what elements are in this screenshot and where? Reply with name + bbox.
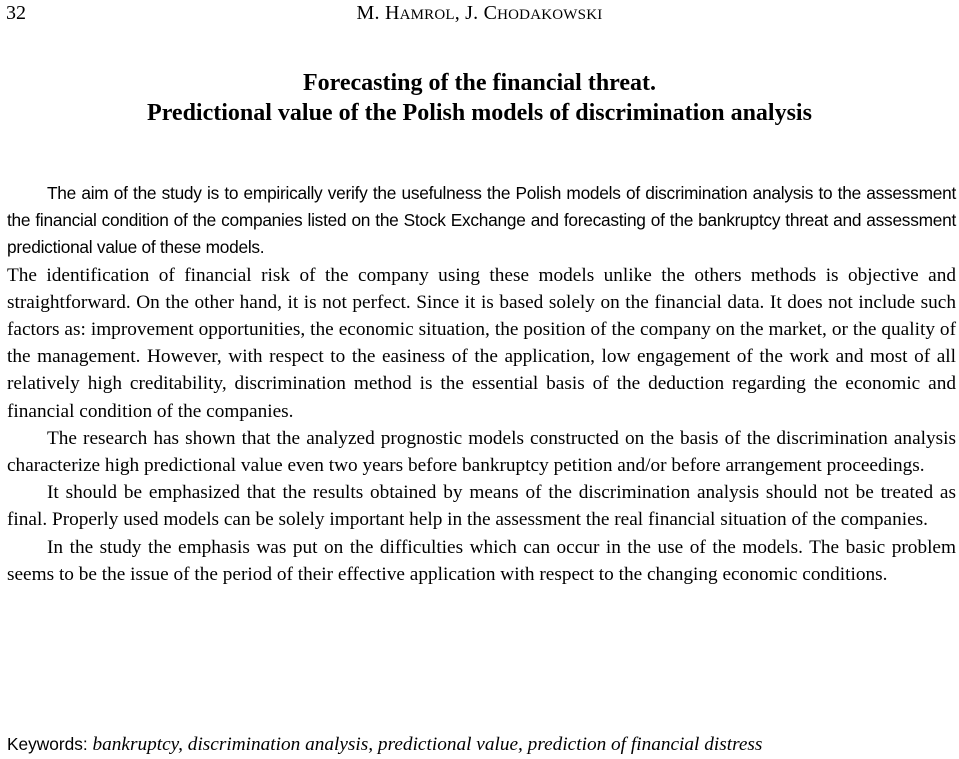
author1-surname-rest: AMROL [399, 7, 455, 23]
identification-part-b: It does not include such factors as: improvement opportunities, the economic situation, the position of the company on the market, or the quality of the management. However, with respect to the easiness of the application, low engagement of the work and most of all relatively high creditability, discrimination method is the essential basis of the deduction regarding the economic and financial condition of the companies. [7, 291, 956, 422]
author2-surname-cap: C [483, 2, 498, 24]
title-line-2: Predictional value of the Polish models of discrimination analysis [147, 100, 812, 126]
author-separator: , J. [454, 2, 484, 24]
keywords-line [7, 734, 762, 756]
running-head-authors [0, 2, 959, 25]
abstract-paragraph-identification [7, 262, 956, 425]
author2-surname-rest: HODAKOWSKI [497, 7, 603, 23]
title-line-1: Forecasting of the financial threat. [302, 70, 657, 96]
abstract [7, 180, 956, 588]
identification-part-a: The identification of financial risk of the company using these models unlike the others methods is objective and straightforward. On the other hand, it is not perfect. Since it is based solely on the financial data. [7, 264, 956, 313]
keywords-label: Keywords: [7, 734, 93, 754]
page-header [0, 0, 959, 28]
abstract-paragraph-aim: The aim of the study is to empirically verify the usefulness the Polish models of discrimination analysis to the assessment the financial condition of the companies listed on the Stock Exchange and forecasting of the bankruptcy threat and assessment predictional value of these models. [7, 183, 956, 258]
author1-initial: M. [356, 2, 385, 24]
abstract-paragraph-research: The research has shown that the analyzed prognostic models constructed on the basis of the discrimination analysis characterize high predictional value even two years before bankruptcy petition and/or before arrangement proceedings. [7, 427, 956, 477]
paper-title [0, 68, 959, 128]
keywords-list: bankruptcy, discrimination analysis, predictional value, prediction of financial distress [92, 734, 763, 755]
page-number: 32 [6, 2, 26, 24]
abstract-paragraph-difficulties: In the study the emphasis was put on the difficulties which can occur in the use of the models. The basic problem seems to be the issue of the period of their effective application with respect to the changing economic conditions. [7, 536, 956, 585]
abstract-paragraph-emphasis: It should be emphasized that the results obtained by means of the discrimination analysis should not be treated as final. Properly used models can be solely important help in the assessment the real financial situation of the companies. [7, 482, 956, 531]
author1-surname-cap: H [384, 2, 400, 24]
